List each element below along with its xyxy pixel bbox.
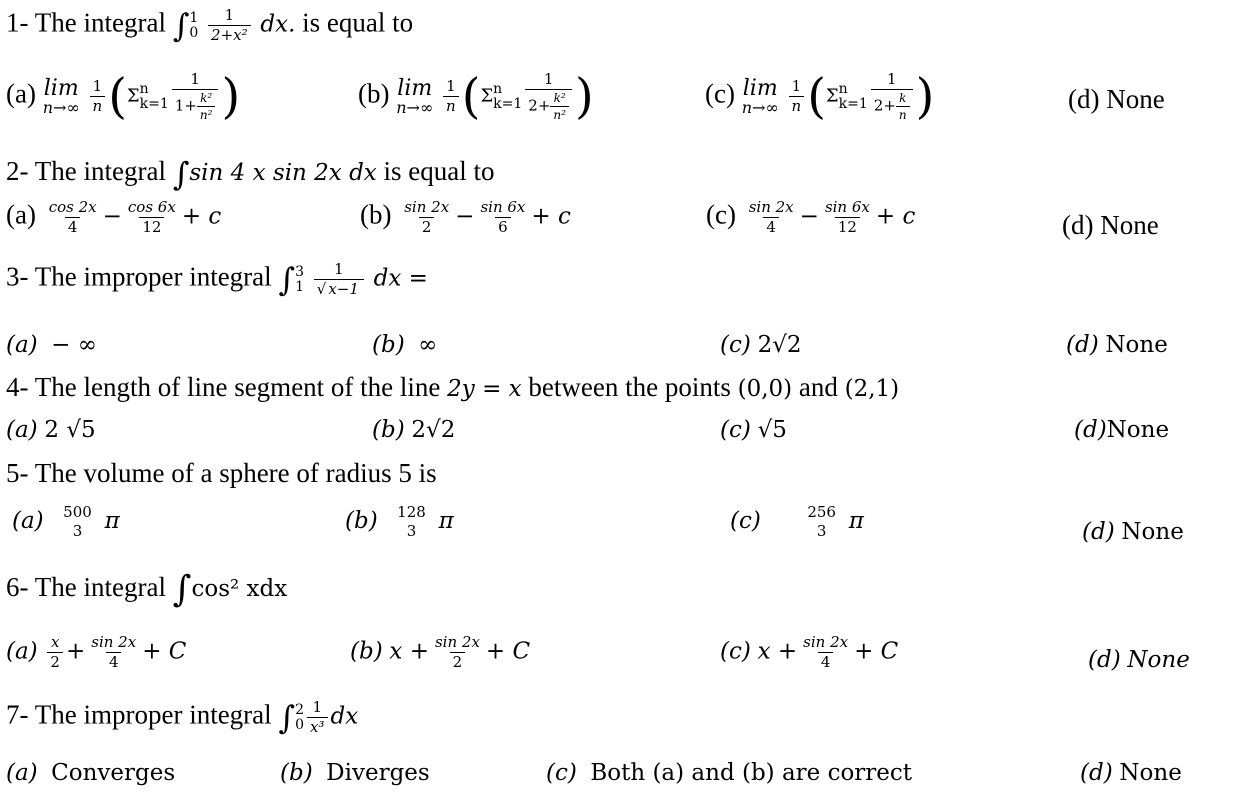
q5-option-d[interactable]: (d) None	[1082, 519, 1184, 545]
q6-option-b[interactable]: (b) x + $\frac{\sin 2x}{2}$ + C	[350, 633, 531, 671]
question-1-integrand: $\frac{1}{\text{2+x²}}$	[208, 8, 251, 43]
q4-option-b[interactable]: (b) 2√2	[372, 417, 456, 443]
q4-option-d[interactable]: (d)None	[1074, 417, 1170, 443]
question-6-prompt: 6- The integral ∫cos² xdx	[6, 569, 288, 610]
q1-option-d[interactable]: (d) None	[1068, 84, 1165, 114]
question-4-prompt: 4- The length of line segment of the line 2y = x between the points (0,0) and (2,1)	[6, 372, 900, 402]
q6-option-a[interactable]: (a) $\frac{x}{2}$ + $\frac{\sin 2x}{4}$ + C	[6, 633, 187, 671]
q5-option-a[interactable]: (a) 500 3 π	[12, 503, 120, 540]
q3-option-c[interactable]: (c) 2√2	[720, 332, 802, 358]
q1-option-b[interactable]: (b) lim n→∞ $\frac{1}{n}$ (Σ n k=1 1 2+ $\frac{\text{k²}}{\text{n²}}$ )	[358, 68, 594, 125]
q3-option-a[interactable]: (a) − ∞	[6, 332, 97, 358]
q2-option-c[interactable]: (c) $\frac{\sin 2x}{4}$ − $\frac{\sin 6x}{12}$ + c	[706, 198, 916, 236]
question-1-prompt: 1- The integral ∫ 1 0 $\frac{1}{\text{2+x²}}$ dx. is equal to	[6, 6, 414, 45]
q1-option-a[interactable]: (a) lim n→∞ $\frac{1}{n}$ (Σ n k=1 1 1+ $\frac{\text{k²}}{\text{n²}}$ )	[6, 68, 241, 125]
question-2-prompt: 2- The integral ∫sin 4 x sin 2x dx is equal to	[6, 155, 495, 193]
q1-option-c[interactable]: (c) lim n→∞ $\frac{1}{n}$ (Σ n k=1 1 2+ $\frac{k}{n}$ )	[705, 68, 935, 125]
q6-option-d[interactable]: (d) None	[1088, 647, 1190, 673]
q5-option-c[interactable]: (c) 256 3 π	[730, 503, 864, 540]
question-3-prompt: 3- The improper integral ∫ 3 1 $\frac{1}{√ x-1}$ dx =	[6, 260, 428, 299]
q7-option-d[interactable]: (d) None	[1080, 760, 1182, 786]
q3-option-d[interactable]: (d) None	[1066, 332, 1168, 358]
q6-option-c[interactable]: (c) x + $\frac{\sin 2x}{4}$ + C	[720, 633, 899, 671]
question-5-prompt: 5- The volume of a sphere of radius 5 is	[6, 458, 437, 488]
q4-option-c[interactable]: (c) √5	[720, 417, 787, 443]
q2-option-b[interactable]: (b) $\frac{\sin 2x}{2}$ − $\frac{\sin 6x}{6}$ + c	[360, 198, 571, 236]
q5-option-b[interactable]: (b) 128 3 π	[345, 503, 454, 540]
q3-option-b[interactable]: (b) ∞	[372, 332, 438, 358]
q7-option-b[interactable]: (b) Diverges	[280, 760, 430, 786]
q4-option-a[interactable]: (a) 2 √5	[6, 417, 96, 443]
q2-option-d[interactable]: (d) None	[1062, 210, 1159, 240]
q7-option-a[interactable]: (a) Converges	[6, 760, 176, 786]
q2-option-a[interactable]: (a) $\frac{\cos 2x}{4}$ − $\frac{\cos 6x}{12}$ + c	[6, 198, 222, 236]
q7-option-c[interactable]: (c) Both (a) and (b) are correct	[546, 760, 913, 786]
question-7-prompt: 7- The improper integral ∫ 2 0 $\frac{1}{\text{x³}}$ dx	[6, 698, 359, 737]
